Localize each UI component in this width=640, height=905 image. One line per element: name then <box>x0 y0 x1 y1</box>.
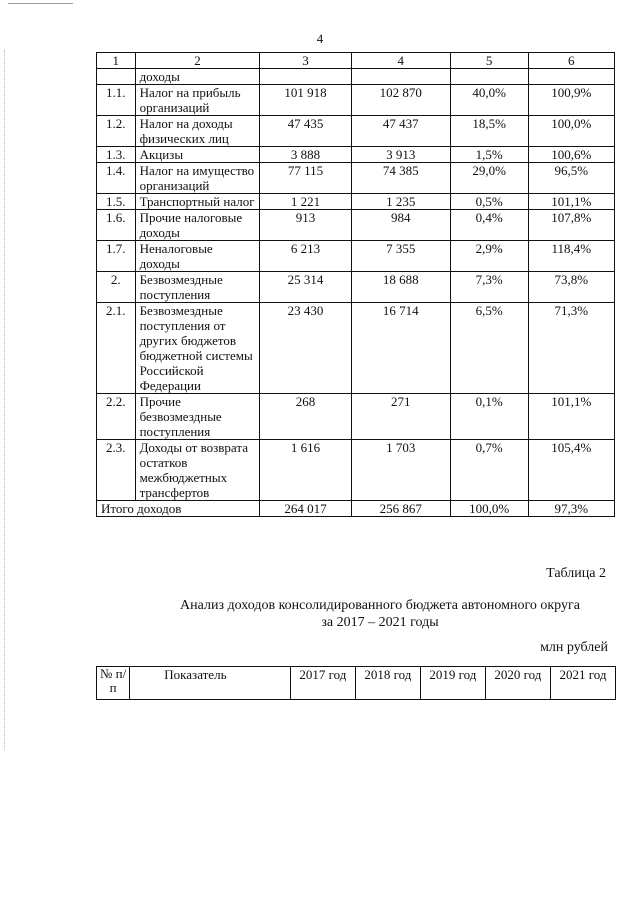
row-name: доходы <box>135 69 260 85</box>
indicator-header: Показатель <box>130 667 291 700</box>
value-cell: 77 115 <box>260 163 351 194</box>
header-cell: 5 <box>450 53 528 69</box>
table-row <box>97 194 615 210</box>
value-cell: 2,9% <box>450 241 528 272</box>
value-cell <box>450 69 528 85</box>
value-cell: 0,5% <box>450 194 528 210</box>
table-row <box>97 163 615 194</box>
value-cell: 101 918 <box>260 85 351 116</box>
table-header-row <box>97 53 615 69</box>
header-cell: 6 <box>528 53 614 69</box>
value-cell: 18 688 <box>351 272 450 303</box>
year-header: 2020 год <box>485 667 550 700</box>
value-cell: 0,4% <box>450 210 528 241</box>
year-header: 2018 год <box>355 667 420 700</box>
value-cell: 100,0% <box>528 116 614 147</box>
value-cell: 6 213 <box>260 241 351 272</box>
page-number: 4 <box>316 31 324 46</box>
row-name: Транспортный налог <box>135 194 260 210</box>
table-row <box>97 210 615 241</box>
row-name: Налог на имущество организаций <box>135 163 260 194</box>
value-cell: 1 221 <box>260 194 351 210</box>
value-cell: 0,7% <box>450 440 528 501</box>
value-cell: 271 <box>351 394 450 440</box>
table-row <box>97 394 615 440</box>
value-cell: 1 235 <box>351 194 450 210</box>
table-row <box>97 85 615 116</box>
row-number: 1.7. <box>97 241 136 272</box>
row-number: 1.4. <box>97 163 136 194</box>
value-cell: 29,0% <box>450 163 528 194</box>
value-cell: 105,4% <box>528 440 614 501</box>
total-row <box>97 501 615 517</box>
value-cell: 74 385 <box>351 163 450 194</box>
row-number <box>97 69 136 85</box>
row-number: 1.2. <box>97 116 136 147</box>
header-cell: 2 <box>135 53 260 69</box>
value-cell: 118,4% <box>528 241 614 272</box>
value-cell <box>528 69 614 85</box>
value-cell: 1 616 <box>260 440 351 501</box>
analysis-table <box>96 666 616 700</box>
row-number: 2.3. <box>97 440 136 501</box>
row-number: 1.6. <box>97 210 136 241</box>
total-cell: 100,0% <box>450 501 528 517</box>
table-row <box>97 241 615 272</box>
value-cell: 6,5% <box>450 303 528 394</box>
value-cell: 71,3% <box>528 303 614 394</box>
value-cell: 73,8% <box>528 272 614 303</box>
value-cell: 913 <box>260 210 351 241</box>
units-label: млн рублей <box>540 640 608 655</box>
table2-title-line2: за 2017 – 2021 годы <box>321 615 439 630</box>
value-cell: 7 355 <box>351 241 450 272</box>
row-name: Прочие налоговые доходы <box>135 210 260 241</box>
row-name: Доходы от возврата остатков межбюджетных трансфертов <box>135 440 260 501</box>
row-name: Налог на прибыль организаций <box>135 85 260 116</box>
table2-header-row <box>97 667 616 700</box>
value-cell: 1,5% <box>450 147 528 163</box>
year-header: 2017 год <box>290 667 355 700</box>
row-name: Акцизы <box>135 147 260 163</box>
value-cell: 101,1% <box>528 194 614 210</box>
year-header: 2021 год <box>550 667 615 700</box>
value-cell: 18,5% <box>450 116 528 147</box>
total-cell: 264 017 <box>260 501 351 517</box>
value-cell: 101,1% <box>528 394 614 440</box>
total-label: Итого доходов <box>97 501 260 517</box>
header-cell: 4 <box>351 53 450 69</box>
row-name: Прочие безвозмездные поступления <box>135 394 260 440</box>
value-cell: 268 <box>260 394 351 440</box>
value-cell: 107,8% <box>528 210 614 241</box>
table2-title <box>0 597 640 631</box>
year-header: 2019 год <box>420 667 485 700</box>
header-cell: 1 <box>97 53 136 69</box>
row-name: Безвозмездные поступления от других бюджетов бюджетной системы Российской Федерации <box>135 303 260 394</box>
row-number: 1.1. <box>97 85 136 116</box>
value-cell <box>351 69 450 85</box>
table-row <box>97 69 615 85</box>
table-row <box>97 440 615 501</box>
value-cell: 47 435 <box>260 116 351 147</box>
value-cell: 47 437 <box>351 116 450 147</box>
value-cell: 3 913 <box>351 147 450 163</box>
row-number: 2.1. <box>97 303 136 394</box>
scan-margin-dots <box>4 50 6 750</box>
row-name: Неналоговые доходы <box>135 241 260 272</box>
total-cell: 256 867 <box>351 501 450 517</box>
row-number: 1.5. <box>97 194 136 210</box>
row-number: 2. <box>97 272 136 303</box>
value-cell: 100,6% <box>528 147 614 163</box>
value-cell: 23 430 <box>260 303 351 394</box>
value-cell: 7,3% <box>450 272 528 303</box>
table-row <box>97 147 615 163</box>
total-cell: 97,3% <box>528 501 614 517</box>
value-cell: 16 714 <box>351 303 450 394</box>
row-name: Налог на доходы физических лиц <box>135 116 260 147</box>
scan-edge-line <box>8 3 73 4</box>
value-cell: 40,0% <box>450 85 528 116</box>
value-cell: 100,9% <box>528 85 614 116</box>
row-name: Безвозмездные поступления <box>135 272 260 303</box>
value-cell: 25 314 <box>260 272 351 303</box>
value-cell: 1 703 <box>351 440 450 501</box>
table-row <box>97 116 615 147</box>
table-row <box>97 272 615 303</box>
table2-title-line1: Анализ доходов консолидированного бюджета автономного округа <box>180 598 580 613</box>
value-cell: 96,5% <box>528 163 614 194</box>
header-cell: 3 <box>260 53 351 69</box>
table-row <box>97 303 615 394</box>
table-body <box>97 69 615 501</box>
value-cell: 3 888 <box>260 147 351 163</box>
table2-label: Таблица 2 <box>546 566 606 581</box>
revenue-table <box>96 52 615 517</box>
row-number: 2.2. <box>97 394 136 440</box>
value-cell: 0,1% <box>450 394 528 440</box>
row-number: 1.3. <box>97 147 136 163</box>
num-header: № п/п <box>97 667 130 700</box>
value-cell: 984 <box>351 210 450 241</box>
value-cell <box>260 69 351 85</box>
value-cell: 102 870 <box>351 85 450 116</box>
